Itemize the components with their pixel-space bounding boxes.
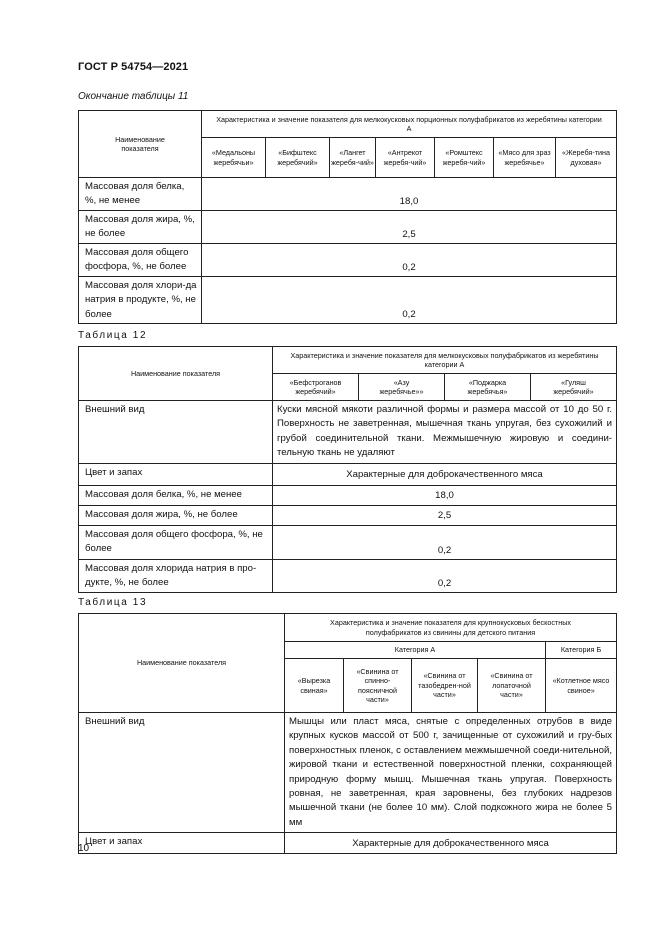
row-label: Массовая доля хлори-да натрия в продукте, %, не более: [79, 276, 202, 323]
table11-col-header: «Медальоны жеребячьи»: [202, 138, 266, 178]
row-value: 0,2: [273, 525, 617, 559]
table-row: [79, 178, 617, 211]
table13-col-header: «Свинина от лопаточной части»: [478, 659, 546, 713]
row-label: Цвет и запах: [79, 463, 273, 485]
document-code: ГОСТ Р 54754—2021: [78, 61, 189, 73]
table-row: [79, 559, 617, 592]
table12-col-header: «Бефстроганов жеребячий»: [273, 374, 359, 401]
table11-col-header: «Лангет жеребя-чий»: [330, 138, 376, 178]
row-value: 0,2: [202, 243, 617, 276]
table11-name-header: Наименование показателя: [79, 111, 202, 178]
table12-col-header: «Азу жеребячье»»: [359, 374, 445, 401]
table13-caption: Таблица 13: [78, 597, 148, 608]
row-value: 2,5: [202, 211, 617, 244]
table11-group-header: Характеристика и значение показателя для мелкокусковых порционных полуфабрикатов из жеребятины категории А: [202, 111, 617, 138]
row-value: Характерные для доброкачественного мяса: [285, 833, 617, 854]
table13-category-b: Категория Б: [546, 642, 617, 659]
row-label: Массовая доля общего фосфора, %, не более: [79, 525, 273, 559]
table-11: [78, 110, 617, 324]
table-row: [79, 485, 617, 505]
table-row: [79, 505, 617, 525]
table13-category-a: Категория А: [285, 642, 546, 659]
row-label: Массовая доля общего фосфора, %, не более: [79, 243, 202, 276]
table11-col-header: «Ромштекс жеребя-чий»: [435, 138, 494, 178]
table12-col-header: «Гуляш жеребячий»: [531, 374, 617, 401]
table-12: [78, 346, 617, 593]
table13-group-header: Характеристика и значение показателя для крупнокусковых бескостных полуфабрикатов из свинины для детского питания: [285, 614, 617, 642]
row-description: Куски мясной мякоти различной формы и размера массой от 10 до 50 г. Поверхность не заветренная, мышечная ткань упругая, без сухожилий и грубой соединительной ткани. Межмышечную жировую и соедини-тельную ткань не удаляют: [273, 401, 617, 464]
row-label: Массовая доля белка, %, не менее: [79, 178, 202, 211]
row-label: Внешний вид: [79, 713, 285, 833]
table11-col-header: «Мясо для зраз жеребячье»: [494, 138, 556, 178]
row-value: 0,2: [202, 276, 617, 323]
row-label: Внешний вид: [79, 401, 273, 464]
table-row: [79, 243, 617, 276]
row-value: Характерные для доброкачественного мяса: [273, 463, 617, 485]
table13-col-header: «Котлетное мясо свиное»: [546, 659, 617, 713]
row-value: 0,2: [273, 559, 617, 592]
table-13: [78, 613, 617, 854]
table-row: [79, 463, 617, 485]
row-value: 2,5: [273, 505, 617, 525]
table12-group-header: Характеристика и значение показателя для мелкокусковых полуфабрикатов из жеребятины категории А: [273, 347, 617, 374]
row-label: Массовая доля хлорида натрия в про-дукте, %, не более: [79, 559, 273, 592]
row-label: Цвет и запах: [79, 833, 285, 854]
table11-col-header: «Антрекот жеребя-чий»: [376, 138, 435, 178]
table11-col-header: «Жеребя-тина духовая»: [556, 138, 617, 178]
table-row: [79, 401, 617, 464]
row-value: 18,0: [273, 485, 617, 505]
table12-caption: Таблица 12: [78, 330, 148, 341]
table12-col-header: «Поджарка жеребячья»: [445, 374, 531, 401]
table-row: [79, 833, 617, 854]
table12-name-header: Наименование показателя: [79, 347, 273, 401]
table13-col-header: «Свинина от тазобедрен-ной части»: [412, 659, 478, 713]
row-label: Массовая доля белка, %, не менее: [79, 485, 273, 505]
row-description: Мышцы или пласт мяса, снятые с определенных отрубов в виде крупных кусков массой от 500 г, зачищенные от сухожилий и гру-бых поверхностных пленок, с оставлением межмышечной соеди-нительной, жировой ткани и естественной поверхностной пленки, сохраняющей природную форму мышц. Мышечная ткань упругая. Поверхность ровная, не заветренная, края заровнены, без глубоких надрезов мышечной ткани (не более 10 мм). Слой подкожного жира не более 5 мм: [285, 713, 617, 833]
table13-col-header: «Вырезка свиная»: [285, 659, 344, 713]
row-value: 18,0: [202, 178, 617, 211]
table-row: [79, 713, 617, 833]
page-number: 10: [78, 843, 90, 854]
table-row: [79, 211, 617, 244]
table-row: [79, 276, 617, 323]
table13-col-header: «Свинина от спинно-поясничной части»: [344, 659, 412, 713]
row-label: Массовая доля жира, %, не более: [79, 211, 202, 244]
table13-name-header: Наименование показателя: [79, 614, 285, 713]
table11-col-header: «Бифштекс жеребячий»: [266, 138, 330, 178]
table-row: [79, 525, 617, 559]
table11-caption: Окончание таблицы 11: [78, 91, 189, 102]
row-label: Массовая доля жира, %, не более: [79, 505, 273, 525]
